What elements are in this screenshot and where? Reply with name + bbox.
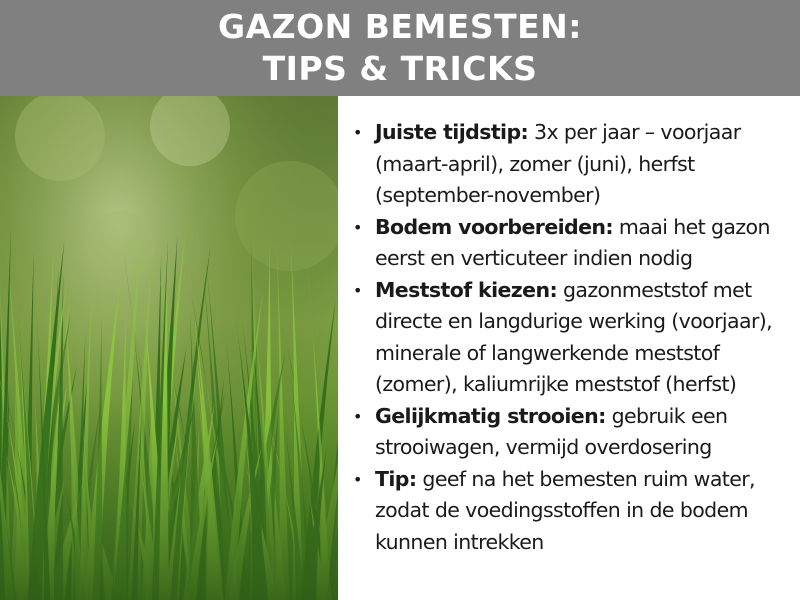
grass-illustration: [0, 96, 338, 600]
page-title-line-1: GAZON BEMESTEN:: [218, 7, 582, 46]
tip-text: gazonmeststof met directe en langdurige werking (voorjaar), minerale of langwerkende meststof (zomer), kaliumrijke meststof (herfst): [375, 277, 773, 396]
tips-panel: [338, 96, 800, 600]
bullet-icon: •: [353, 280, 362, 300]
bullet-icon: •: [353, 469, 362, 489]
tip-item: [353, 401, 790, 464]
header-banner: [0, 0, 800, 96]
tip-text: geef na het bemesten ruim water, zodat de voedingsstoffen in de bodem kunnen intrekken: [375, 466, 755, 554]
tip-heading: Bodem voorbereiden:: [375, 214, 614, 239]
tip-heading: Juiste tijdstip:: [375, 120, 529, 144]
tip-item: [353, 117, 790, 212]
tip-item: [353, 212, 790, 275]
tip-text: gebruik een strooiwagen, vermijd overdosering: [375, 403, 728, 459]
tip-heading: Tip:: [375, 466, 417, 491]
grass-photo: [0, 96, 338, 600]
tip-text: maai het gazon eerst en verticuteer indien nodig: [375, 214, 770, 270]
tip-heading: Gelijkmatig strooien:: [375, 403, 606, 428]
bullet-icon: •: [353, 406, 362, 426]
bullet-icon: •: [353, 123, 362, 142]
tip-item: [353, 464, 790, 559]
page-title-line-2: TIPS & TRICKS: [262, 49, 538, 88]
bullet-icon: •: [353, 217, 362, 237]
tip-text: 3x per jaar – voorjaar (maart-april), zomer (juni), herfst (september-november): [375, 120, 741, 207]
tip-item: [353, 275, 790, 401]
tip-heading: Meststof kiezen:: [375, 277, 558, 302]
tips-list: [338, 96, 800, 558]
